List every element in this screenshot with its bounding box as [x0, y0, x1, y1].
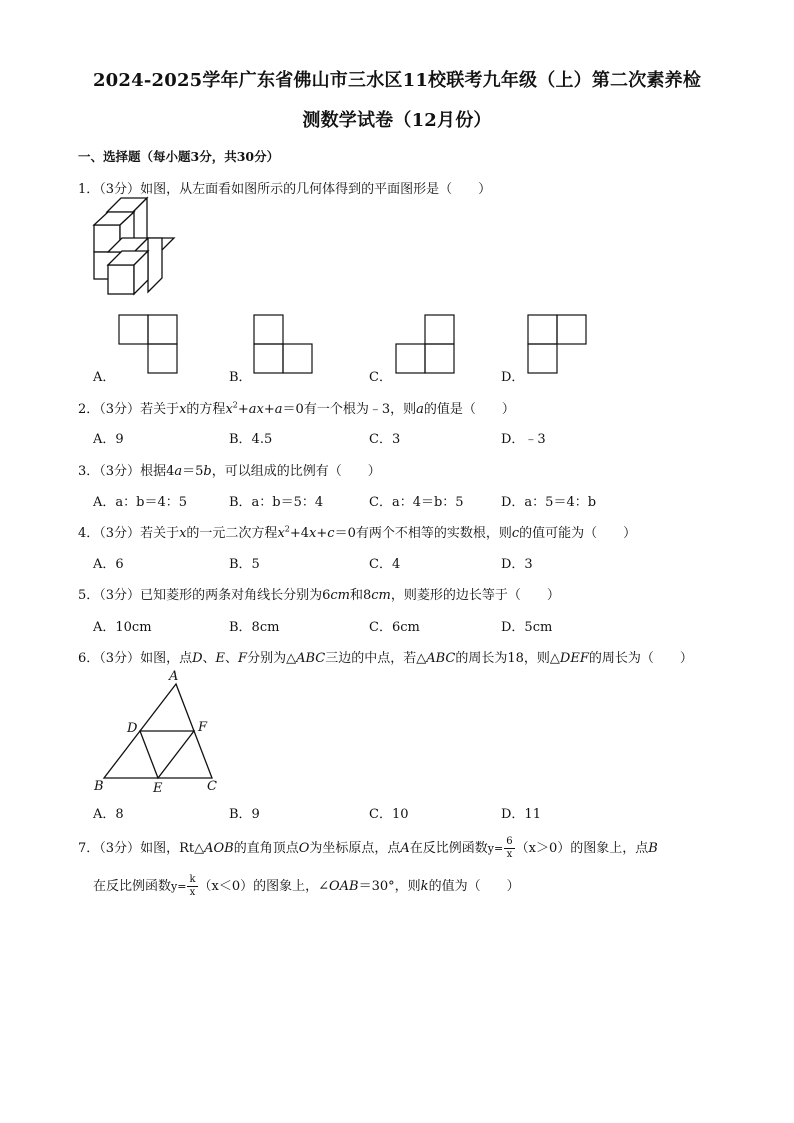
question-score: （3分） [99, 464, 141, 479]
section-heading-choice: 一、选择题（每小题3分，共30分） [78, 149, 280, 164]
option-c[interactable]: C．3 [369, 432, 401, 447]
math-var: x [179, 526, 187, 541]
option-a[interactable]: A．6 [93, 557, 124, 572]
option-b[interactable]: B．5 [229, 557, 260, 572]
fraction-numerator: k [189, 874, 196, 885]
label-a: A [169, 669, 179, 684]
question-text: 、 [202, 651, 216, 666]
math-unit: cm [330, 588, 350, 603]
option-d[interactable]: D．﹣3 [501, 432, 546, 447]
math-var: ABC [296, 651, 326, 666]
question-text: 根据4 [140, 464, 175, 479]
math-op: + [237, 402, 249, 417]
question-score: （3分） [99, 588, 141, 603]
question-score: （3分） [99, 182, 141, 197]
fraction-denominator: x [189, 887, 196, 898]
question-number: 1． [78, 182, 100, 197]
question-text: 分别为△ [247, 651, 297, 666]
option-c[interactable]: C．4 [369, 557, 401, 572]
question-text: 的值可能为（ ） [519, 526, 637, 541]
question-score: （3分） [99, 402, 141, 417]
question-text: 如图，点 [140, 651, 193, 666]
question-text: ，可以组成的比例有（ ） [211, 464, 381, 479]
question-text: 的值是（ ） [423, 402, 515, 417]
question-number: 5． [78, 588, 100, 603]
question-text: （x＜0）的图象上，∠ [198, 879, 330, 894]
fraction-denominator: x [506, 849, 513, 860]
option-c[interactable]: C． [369, 370, 392, 385]
question-number: 4． [78, 526, 100, 541]
option-c[interactable]: C．a：4＝b：5 [369, 495, 464, 510]
exponent: 2 [232, 400, 238, 410]
exam-title-line1: 2024-2025学年广东省佛山市三水区11校联考九年级（上）第二次素养检 [92, 70, 702, 91]
math-expr: y= [487, 842, 504, 855]
question-score: （3分） [99, 651, 141, 666]
option-d[interactable]: D．3 [501, 557, 533, 572]
question-text: 的一元二次方程 [186, 526, 278, 541]
question-text: 如图，从左面看如图所示的几何体得到的平面图形是（ ） [140, 182, 492, 197]
question-text: 为坐标原点，点 [309, 841, 401, 856]
option-d[interactable]: D．11 [501, 807, 541, 822]
question-text: 如图，Rt△ [140, 841, 205, 856]
question-text: 在反比例函数 [409, 841, 488, 856]
question-score: （3分） [99, 841, 141, 856]
math-var: D [192, 651, 203, 666]
option-b[interactable]: B．4.5 [229, 432, 273, 447]
question-number: 2． [78, 402, 100, 417]
option-c[interactable]: C．10 [369, 807, 409, 822]
math-var: AOB [204, 841, 234, 856]
option-c[interactable]: C．6cm [369, 620, 420, 635]
math-var: c [327, 526, 335, 541]
fraction-6-over-x [504, 836, 514, 861]
question-text: 的值为（ ） [428, 879, 520, 894]
math-var: x [225, 402, 233, 417]
math-var: E [215, 651, 226, 666]
question-text: 和8 [349, 588, 372, 603]
question-text: 在反比例函数 [93, 879, 172, 894]
math-var: a [416, 402, 424, 417]
math-var: ABC [426, 651, 456, 666]
question-text: ＝5 [182, 464, 204, 479]
math-var: b [203, 464, 212, 479]
math-var: a [274, 402, 283, 417]
triangle-def [140, 731, 194, 778]
option-b[interactable]: B． [229, 370, 252, 385]
question-number: 6． [78, 651, 100, 666]
question-text: ＝30°，则 [358, 879, 421, 894]
question-7-line2 [93, 874, 520, 899]
math-var: OAB [329, 879, 359, 894]
label-f: F [198, 720, 208, 735]
question-text: 已知菱形的两条对角线长分别为6 [140, 588, 331, 603]
math-op: + [263, 402, 275, 417]
math-var: a [174, 464, 183, 479]
exam-title-line2: 测数学试卷（12月份） [302, 110, 492, 131]
option-a[interactable]: A．10cm [93, 620, 152, 635]
label-e: E [153, 781, 163, 796]
math-var: ax [248, 402, 264, 417]
question-text: ＝0有一个根为﹣3，则 [282, 402, 417, 417]
exponent: 2 [284, 524, 290, 534]
option-d[interactable]: D．a：5＝4：b [501, 495, 597, 510]
question-number: 7． [78, 841, 100, 856]
question-text: 的直角顶点 [233, 841, 299, 856]
question-text: 的周长为（ ） [588, 651, 693, 666]
label-b: B [94, 779, 104, 794]
math-var: c [511, 526, 520, 541]
option-a[interactable]: A．a：b＝4：5 [93, 495, 188, 510]
math-var: x [277, 526, 285, 541]
label-d: D [127, 721, 138, 736]
fraction-k-over-x [187, 874, 197, 899]
question-text: ，则菱形的边长等于（ ） [390, 588, 560, 603]
math-op: + [316, 526, 328, 541]
question-score: （3分） [99, 526, 141, 541]
math-var: O [298, 841, 310, 856]
option-b[interactable]: B．9 [229, 807, 260, 822]
math-var: F [238, 651, 248, 666]
option-b[interactable]: B．a：b＝5：4 [229, 495, 324, 510]
math-var: B [648, 841, 658, 856]
math-op: +4 [289, 526, 310, 541]
option-a[interactable]: A．8 [93, 807, 124, 822]
question-text: 的方程 [186, 402, 226, 417]
question-text: 若关于 [140, 526, 180, 541]
question-text: （x＞0）的图象上，点 [515, 841, 649, 856]
label-c: C [207, 779, 217, 794]
question-7-line1 [78, 836, 658, 861]
math-var: A [400, 841, 410, 856]
math-var: x [179, 402, 187, 417]
option-b[interactable]: B．8cm [229, 620, 280, 635]
math-var: x [309, 526, 317, 541]
option-a[interactable]: A．9 [93, 432, 124, 447]
math-var: DEF [559, 651, 589, 666]
question-text: 、 [225, 651, 239, 666]
math-expr: y= [171, 880, 187, 893]
question-text: 若关于 [140, 402, 180, 417]
question-number: 3． [78, 464, 100, 479]
question-text: 的周长为18，则△ [455, 651, 560, 666]
question-text: ＝0有两个不相等的实数根，则 [334, 526, 512, 541]
option-d[interactable]: D．5cm [501, 620, 553, 635]
math-unit: cm [371, 588, 391, 603]
option-d[interactable]: D． [501, 370, 525, 385]
fraction-numerator: 6 [506, 836, 513, 847]
option-a[interactable]: A． [93, 370, 116, 385]
question-text: 三边的中点，若△ [325, 651, 427, 666]
math-var: k [420, 879, 429, 894]
